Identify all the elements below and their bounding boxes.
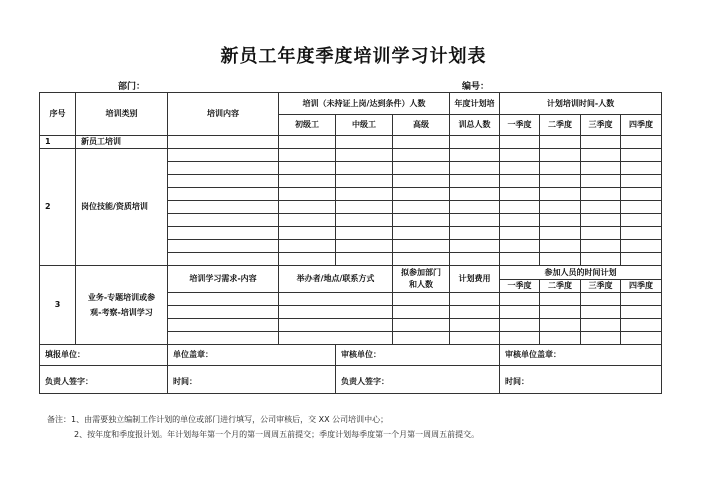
table-cell[interactable] <box>450 162 500 175</box>
row2-category: 岗位技能/资质培训 <box>76 149 168 266</box>
table-cell[interactable] <box>168 332 279 345</box>
table-cell[interactable] <box>168 175 279 188</box>
table-cell[interactable] <box>540 136 581 149</box>
table-cell[interactable] <box>168 319 279 332</box>
table-cell[interactable] <box>450 240 500 253</box>
table-cell[interactable] <box>450 214 500 227</box>
table-cell[interactable] <box>621 214 662 227</box>
table-cell[interactable] <box>279 214 336 227</box>
table-cell[interactable] <box>621 306 662 319</box>
table-cell[interactable] <box>393 332 450 345</box>
table-cell[interactable] <box>500 306 540 319</box>
table-cell[interactable] <box>621 162 662 175</box>
table-cell[interactable] <box>393 240 450 253</box>
table-cell[interactable] <box>279 332 393 345</box>
notes <box>47 412 479 442</box>
note-line-1: 备注：1、由需要独立编制工作计划的单位或部门进行填写，公司审核后，交 XX 公司培训中心； <box>47 415 389 424</box>
table-cell[interactable] <box>500 162 540 175</box>
training-plan-table <box>39 92 662 394</box>
sub-header-needs: 培训学习需求-内容 <box>168 266 279 293</box>
row2-number: 2 <box>40 149 76 266</box>
table-cell[interactable] <box>450 149 500 162</box>
table-cell[interactable] <box>393 214 450 227</box>
sub-header-q1: 一季度 <box>500 280 540 293</box>
table-cell[interactable] <box>279 240 336 253</box>
table-cell[interactable] <box>581 319 621 332</box>
row1-category: 新员工培训 <box>76 136 168 149</box>
row3-category <box>76 266 168 345</box>
header-people: 培训（未持证上岗/达到条件）人数 <box>279 93 450 115</box>
table-cell[interactable] <box>450 306 500 319</box>
table-cell[interactable] <box>621 332 662 345</box>
table-cell[interactable] <box>336 175 393 188</box>
table-cell[interactable] <box>581 136 621 149</box>
table-cell[interactable] <box>621 227 662 240</box>
table-cell[interactable] <box>393 319 450 332</box>
note-line-2: 2、按年度和季度报计划。年计划每年第一个月的第一周周五前提交；季度计划每季度第一个月第一周周五前提交。 <box>74 430 480 439</box>
table-cell[interactable] <box>279 293 393 306</box>
table-cell[interactable] <box>450 175 500 188</box>
table-cell[interactable] <box>540 175 581 188</box>
header-q2: 二季度 <box>540 115 581 136</box>
table-cell[interactable] <box>336 162 393 175</box>
table-cell[interactable] <box>540 332 581 345</box>
review-unit-label: 审核单位： <box>336 345 500 366</box>
table-cell[interactable] <box>540 319 581 332</box>
table-cell[interactable] <box>336 214 393 227</box>
table-cell[interactable] <box>540 201 581 214</box>
table-cell[interactable] <box>279 306 393 319</box>
header-level-senior: 高级 <box>393 115 450 136</box>
table-cell[interactable] <box>279 149 336 162</box>
table-cell[interactable] <box>581 149 621 162</box>
review-time-label: 时间： <box>500 366 662 394</box>
table-cell[interactable] <box>450 227 500 240</box>
table-cell[interactable] <box>393 306 450 319</box>
review-responsible-signature-label: 负责人签字： <box>336 366 500 394</box>
table-cell[interactable] <box>450 136 500 149</box>
table-cell[interactable] <box>540 149 581 162</box>
sub-header-organizer: 举办者/地点/联系方式 <box>279 266 393 293</box>
header-level-junior: 初级工 <box>279 115 336 136</box>
table-cell[interactable] <box>621 240 662 253</box>
row3-category-line2: 观-考察-培训学习 <box>90 308 153 317</box>
table-cell[interactable] <box>279 188 336 201</box>
header-q3: 三季度 <box>581 115 621 136</box>
table-cell[interactable] <box>581 175 621 188</box>
table-cell[interactable] <box>336 240 393 253</box>
table-cell[interactable] <box>581 162 621 175</box>
table-cell[interactable] <box>336 188 393 201</box>
table-cell[interactable] <box>279 253 336 266</box>
table-cell[interactable] <box>621 319 662 332</box>
table-cell[interactable] <box>540 188 581 201</box>
table-cell[interactable] <box>168 201 279 214</box>
table-cell[interactable] <box>500 175 540 188</box>
table-cell[interactable] <box>279 175 336 188</box>
table-cell[interactable] <box>581 306 621 319</box>
table-cell[interactable] <box>540 162 581 175</box>
header-annual-line2: 训总人数 <box>450 115 500 136</box>
table-cell[interactable] <box>393 188 450 201</box>
table-cell[interactable] <box>500 332 540 345</box>
review-seal-label: 审核单位盖章： <box>500 345 662 366</box>
table-cell[interactable] <box>393 253 450 266</box>
table-cell[interactable] <box>540 227 581 240</box>
table-cell[interactable] <box>450 253 500 266</box>
table-cell[interactable] <box>168 253 279 266</box>
table-cell[interactable] <box>581 332 621 345</box>
sub-header-cost: 计划费用 <box>450 266 500 293</box>
table-cell[interactable] <box>168 214 279 227</box>
table-cell[interactable] <box>168 227 279 240</box>
table-cell[interactable] <box>581 214 621 227</box>
table-cell[interactable] <box>500 253 540 266</box>
table-cell[interactable] <box>450 188 500 201</box>
table-cell[interactable] <box>540 306 581 319</box>
table-cell[interactable] <box>336 201 393 214</box>
header-level-intermediate: 中级工 <box>336 115 393 136</box>
table-cell[interactable] <box>581 240 621 253</box>
unit-time-label: 时间： <box>168 366 336 394</box>
sub-header-dept-people <box>393 266 450 293</box>
table-cell[interactable] <box>621 293 662 306</box>
responsible-signature-label: 负责人签字： <box>40 366 168 394</box>
table-cell[interactable] <box>500 188 540 201</box>
table-cell[interactable] <box>279 319 393 332</box>
table-cell[interactable] <box>581 201 621 214</box>
table-cell[interactable] <box>168 162 279 175</box>
row3-category-line1: 业务-专题培训或参 <box>87 292 156 302</box>
sub-header-dept-people-line2: 和人数 <box>409 280 434 289</box>
table-cell[interactable] <box>336 253 393 266</box>
header-q4: 四季度 <box>621 115 662 136</box>
table-cell[interactable] <box>450 319 500 332</box>
table-cell[interactable] <box>279 227 336 240</box>
table-cell[interactable] <box>168 306 279 319</box>
table-cell[interactable] <box>393 201 450 214</box>
sub-header-q2: 二季度 <box>540 280 581 293</box>
table-cell[interactable] <box>540 240 581 253</box>
table-cell[interactable] <box>336 227 393 240</box>
table-cell[interactable] <box>500 214 540 227</box>
table-cell[interactable] <box>540 253 581 266</box>
table-cell[interactable] <box>450 293 500 306</box>
table-cell[interactable] <box>393 136 450 149</box>
table-cell[interactable] <box>168 136 279 149</box>
table-cell[interactable] <box>393 227 450 240</box>
table-cell[interactable] <box>500 240 540 253</box>
report-unit-label: 填报单位： <box>40 345 168 366</box>
table-cell[interactable] <box>621 175 662 188</box>
page-title: 新员工年度季度培训学习计划表 <box>220 46 487 67</box>
table-cell[interactable] <box>393 175 450 188</box>
table-cell[interactable] <box>500 201 540 214</box>
table-cell[interactable] <box>500 136 540 149</box>
sub-header-time-plan: 参加人员的时间计划 <box>500 266 662 280</box>
table-cell[interactable] <box>336 136 393 149</box>
table-cell[interactable] <box>393 149 450 162</box>
table-cell[interactable] <box>500 227 540 240</box>
table-cell[interactable] <box>450 201 500 214</box>
header-category: 培训类别 <box>76 93 168 136</box>
table-cell[interactable] <box>500 149 540 162</box>
table-cell[interactable] <box>581 188 621 201</box>
header-annual-line1: 年度计划培 <box>450 93 500 115</box>
table-cell[interactable] <box>450 332 500 345</box>
table-cell[interactable] <box>500 293 540 306</box>
table-cell[interactable] <box>393 293 450 306</box>
header-schedule: 计划培训时间-人数 <box>500 93 662 115</box>
row1-number: 1 <box>40 136 76 149</box>
sub-header-q3: 三季度 <box>581 280 621 293</box>
table-cell[interactable] <box>621 201 662 214</box>
row3-number: 3 <box>40 266 76 345</box>
sub-header-q4: 四季度 <box>621 280 662 293</box>
header-content: 培训内容 <box>168 93 279 136</box>
table-cell[interactable] <box>500 319 540 332</box>
table-cell[interactable] <box>168 240 279 253</box>
table-cell[interactable] <box>581 253 621 266</box>
table-cell[interactable] <box>279 136 336 149</box>
table-cell[interactable] <box>540 293 581 306</box>
table-cell[interactable] <box>279 162 336 175</box>
table-cell[interactable] <box>168 188 279 201</box>
table-cell[interactable] <box>621 149 662 162</box>
sub-header-dept-people-line1: 拟参加部门 <box>401 268 442 277</box>
table-cell[interactable] <box>168 293 279 306</box>
header-q1: 一季度 <box>500 115 540 136</box>
table-cell[interactable] <box>621 253 662 266</box>
unit-seal-label: 单位盖章： <box>168 345 336 366</box>
table-cell[interactable] <box>621 136 662 149</box>
table-cell[interactable] <box>581 227 621 240</box>
table-cell[interactable] <box>581 293 621 306</box>
table-cell[interactable] <box>540 214 581 227</box>
table-cell[interactable] <box>168 149 279 162</box>
table-cell[interactable] <box>279 201 336 214</box>
table-cell[interactable] <box>393 162 450 175</box>
table-cell[interactable] <box>336 149 393 162</box>
table-cell[interactable] <box>621 188 662 201</box>
header-seq: 序号 <box>40 93 76 136</box>
serial-number-label: 编号： <box>462 82 490 92</box>
department-label: 部门： <box>118 82 146 92</box>
